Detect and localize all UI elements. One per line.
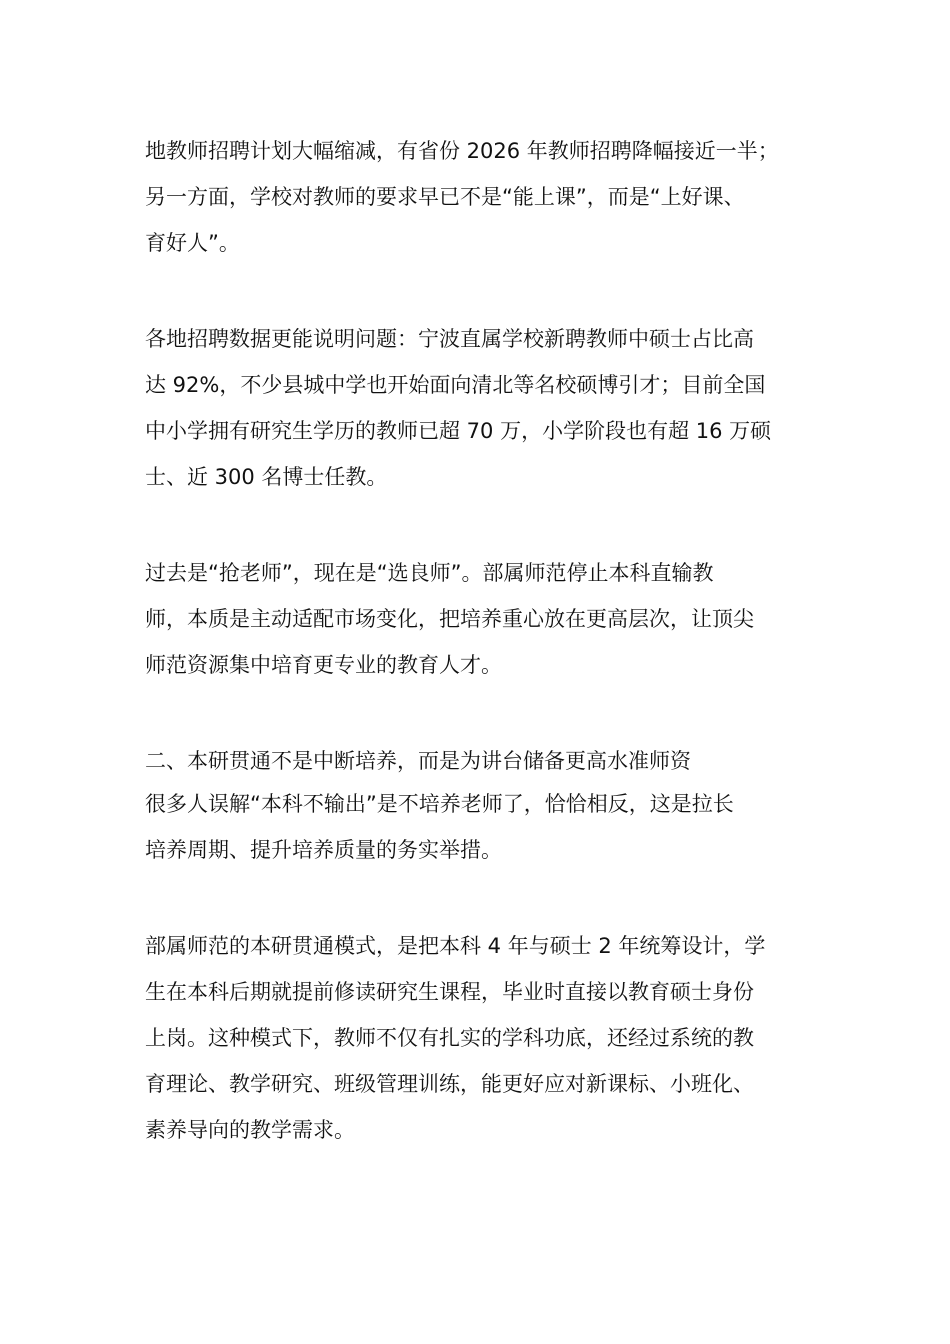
text-line: 育理论、教学研究、班级管理训练，能更好应对新课标、小班化、 — [145, 1072, 754, 1096]
text-line: 部属师范的本研贯通模式，是把本科 4 年与硕士 2 年统筹设计，学 — [145, 934, 766, 958]
text-line: 中小学拥有研究生学历的教师已超 70 万，小学阶段也有超 16 万硕 — [145, 419, 772, 443]
text-line: 师范资源集中培育更专业的教育人才。 — [145, 653, 502, 677]
text-line: 达 92%，不少县城中学也开始面向清北等名校硕博引才；目前全国 — [145, 373, 766, 397]
paragraph-5 — [145, 923, 825, 1153]
text-line: 生在本科后期就提前修读研究生课程，毕业时直接以教育硕士身份 — [145, 980, 754, 1004]
text-line: 地教师招聘计划大幅缩减，有省份 2026 年教师招聘降幅接近一半； — [145, 139, 779, 163]
paragraph-2 — [145, 316, 825, 500]
text-line: 上岗。这种模式下，教师不仅有扎实的学科功底，还经过系统的教 — [145, 1026, 754, 1050]
text-line: 士、近 300 名博士任教。 — [145, 465, 388, 489]
paragraph-4 — [145, 738, 825, 873]
paragraph-3 — [145, 550, 825, 688]
text-line: 素养导向的教学需求。 — [145, 1118, 355, 1142]
document-body — [145, 128, 825, 1203]
text-line: 培养周期、提升培养质量的务实举措。 — [145, 838, 502, 862]
text-line: 育好人”。 — [145, 231, 240, 255]
text-line: 很多人误解“本科不输出”是不培养老师了，恰恰相反，这是拉长 — [145, 792, 734, 816]
section-heading: 二、本研贯通不是中断培养，而是为讲台储备更高水准师资 — [145, 749, 691, 773]
paragraph-1 — [145, 128, 825, 266]
text-line: 师，本质是主动适配市场变化，把培养重心放在更高层次，让顶尖 — [145, 607, 754, 631]
text-line: 另一方面，学校对教师的要求早已不是“能上课”，而是“上好课、 — [145, 185, 745, 209]
text-line: 过去是“抢老师”，现在是“选良师”。部属师范停止本科直输教 — [145, 561, 714, 585]
text-line: 各地招聘数据更能说明问题：宁波直属学校新聘教师中硕士占比高 — [145, 327, 754, 351]
